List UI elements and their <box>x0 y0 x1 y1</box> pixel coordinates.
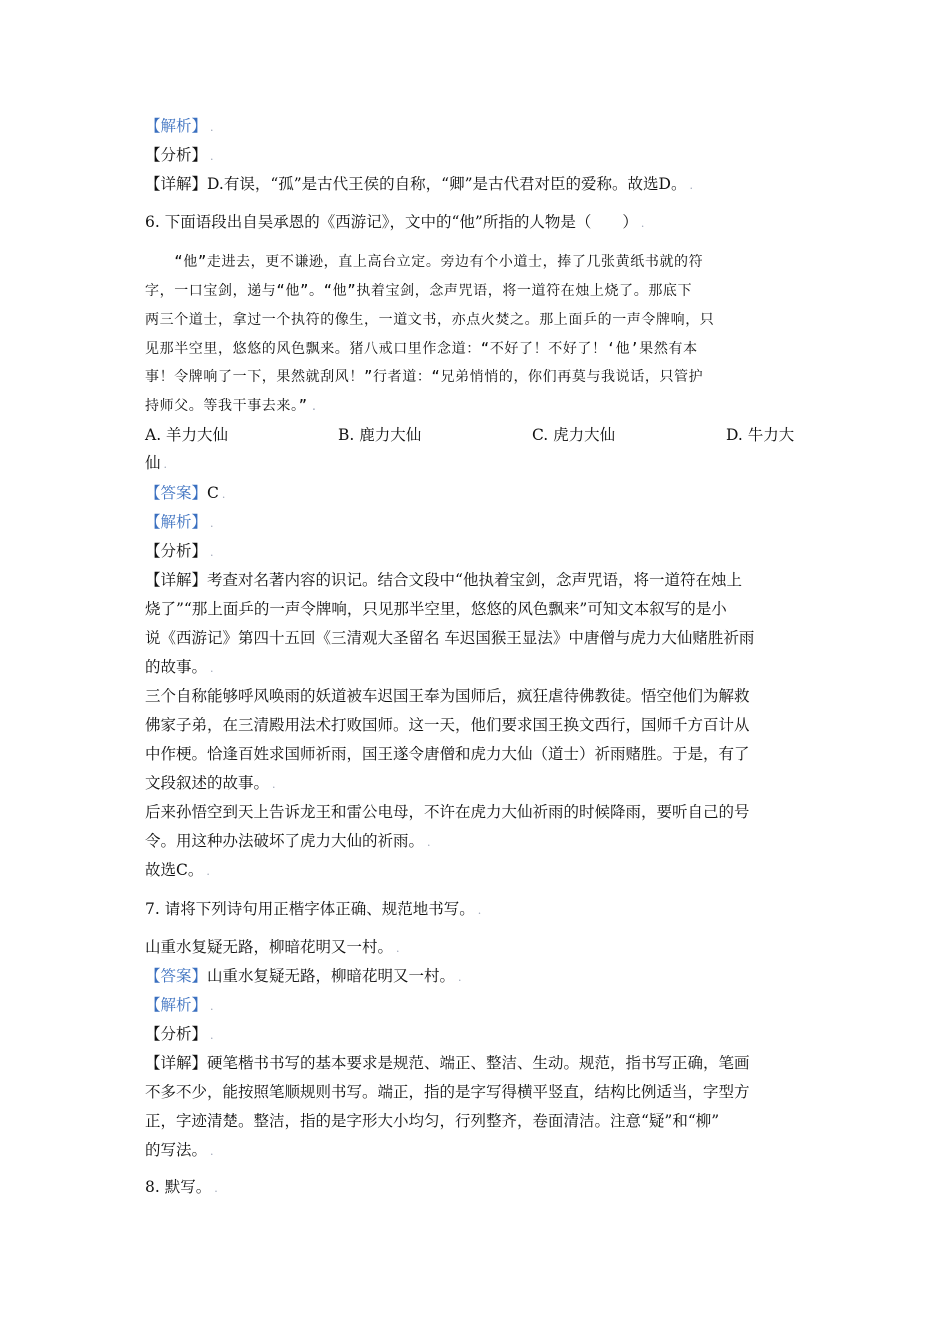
q6-para2-line: 中作梗。恰逢百姓求国师祈雨，国王遂令唐僧和虎力大仙（道士）祈雨赌胜。于是，有了 <box>145 745 750 763</box>
q6-option-d-wrap: 仙 . <box>145 454 168 472</box>
q6-xiangjie-line: 烧了”“那上面乒的一声令牌响，只见那半空里，悠悠的风色飘来”可知文本叙写的是小 <box>145 600 727 618</box>
q7-question: 7. 请将下列诗句用正楷字体正确、规范地书写。 . <box>145 900 482 918</box>
q7-xiangjie-line: 正，字迹清楚。整洁，指的是字形大小均匀，行列整齐，卷面清洁。注意“疑”和“柳” <box>145 1112 720 1130</box>
q6-conclusion: 故选C。 . <box>145 861 210 879</box>
q6-passage-line: 字，一口宝剑，递与“他”。“他”执着宝剑，念声咒语，将一道符在烛上烧了。那底下 <box>145 283 693 299</box>
q6-para2-line: 佛家子弟，在三清殿用法术打败国师。这一天，他们要求国王换文西行，国师千方百计从 <box>145 716 750 734</box>
q8-question: 8. 默写。 . <box>145 1178 218 1196</box>
q6-passage-line: 两三个道士，拿过一个执符的像生，一道文书，亦点火焚之。那上面乒的一声令牌响，只 <box>145 312 715 328</box>
q7-xiangjie-line: 的写法。 . <box>145 1141 214 1159</box>
q6-passage-line: 事！令牌响了一下，果然就刮风！”行者道：“兄弟悄悄的，你们再莫与我说话，只管护 <box>145 369 704 385</box>
q7-jiexi-label: 【解析】 . <box>145 996 214 1014</box>
q6-option-b: B. 鹿力大仙 <box>338 426 422 444</box>
q6-passage-line: 持师父。等我干事去来。” . <box>145 398 318 414</box>
q7-answer: 【答案】山重水复疑无路，柳暗花明又一村。 . <box>145 967 462 985</box>
q7-fenxi-label: 【分析】 . <box>145 1025 214 1043</box>
q6-option-d: D. 牛力大 <box>726 426 795 444</box>
q5-fenxi-label: 【分析】 . <box>145 146 214 164</box>
q6-passage-line: “他”走进去，更不谦逊，直上高台立定。旁边有个小道士，捧了几张黄纸书就的符 <box>145 254 704 270</box>
q6-para3-line: 后来孙悟空到天上告诉龙王和雷公电母，不许在虎力大仙祈雨的时候降雨，要听自己的号 <box>145 803 750 821</box>
q6-option-c: C. 虎力大仙 <box>532 426 616 444</box>
q7-poem: 山重水复疑无路，柳暗花明又一村。 . <box>145 938 400 956</box>
q6-passage-line: 见那半空里，悠悠的风色飘来。猪八戒口里作念道：“不好了！不好了！‘他’果然有本 <box>145 341 698 357</box>
q6-xiangjie-line: 的故事。 . <box>145 658 214 676</box>
q6-xiangjie-line: 说《西游记》第四十五回《三清观大圣留名 车迟国猴王显法》中唐僧与虎力大仙赌胜祈雨 <box>145 629 755 647</box>
q6-answer: 【答案】C . <box>145 484 226 502</box>
q6-question: 6. 下面语段出自吴承恩的《西游记》，文中的“他”所指的人物是（ ） . <box>145 213 645 231</box>
q6-xiangjie: 【详解】考查对名著内容的识记。结合文段中“他执着宝剑，念声咒语，将一道符在烛上 <box>145 571 742 589</box>
q6-para3-line: 令。用这种办法破坏了虎力大仙的祈雨。 . <box>145 832 431 850</box>
q6-jiexi-label: 【解析】 . <box>145 513 214 531</box>
q6-para2-line: 三个自称能够呼风唤雨的妖道被车迟国王奉为国师后，疯狂虐待佛教徒。悟空他们为解救 <box>145 687 750 705</box>
q7-xiangjie-line: 不多不少，能按照笔顺规则书写。端正，指的是字写得横平竖直，结构比例适当，字型方 <box>145 1083 750 1101</box>
q6-fenxi-label: 【分析】 . <box>145 542 214 560</box>
q6-para2-line: 文段叙述的故事。 . <box>145 774 276 792</box>
q5-xiangjie: 【详解】D.有误，“孤”是古代王侯的自称，“卿”是古代君对臣的爱称。故选D。 . <box>145 175 693 193</box>
q5-jiexi-label: 【解析】 . <box>145 117 214 135</box>
q6-option-a: A. 羊力大仙 <box>145 426 229 444</box>
q7-xiangjie: 【详解】硬笔楷书书写的基本要求是规范、端正、整洁、生动。规范，指书写正确，笔画 <box>145 1054 750 1072</box>
